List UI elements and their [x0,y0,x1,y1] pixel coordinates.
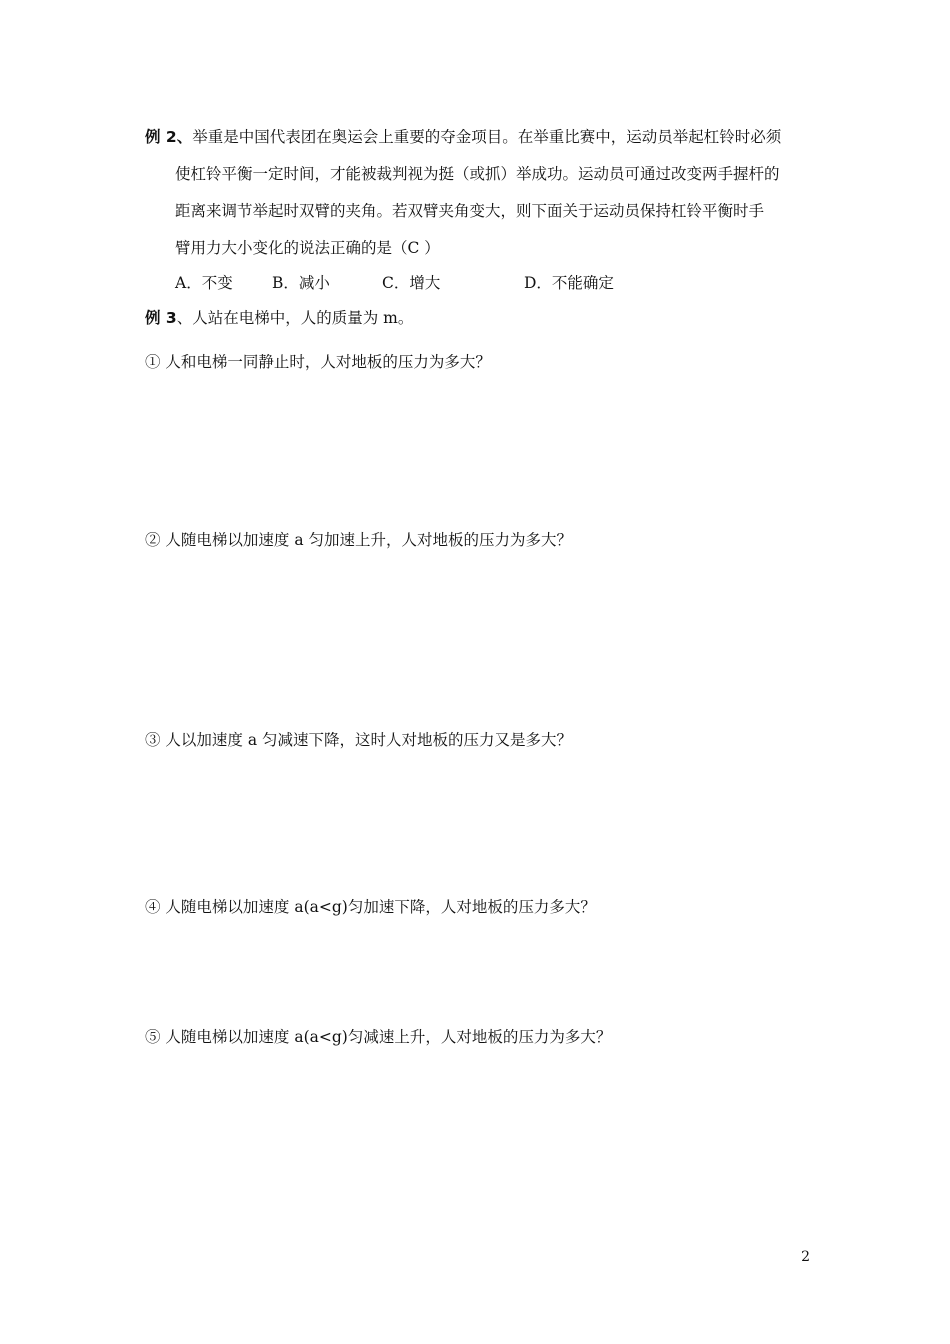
question-2: ② 人随电梯以加速度 a 匀加速上升，人对地板的压力为多大？ [145,531,573,549]
example2-option-c: C．增大 [382,274,441,292]
example3-intro-line [145,307,413,329]
example2-option-d: D．不能确定 [524,274,614,292]
example2-sep: 、 [176,128,193,146]
page-number: 2 [801,1249,810,1265]
question-3: ③ 人以加速度 a 匀减速下降，这时人对地板的压力又是多大？ [145,731,573,749]
example3-label: 例 3 [145,309,177,327]
example3-intro: 、人站在电梯中，人的质量为 m。 [176,309,414,327]
example2-text-line-4: 臂用力大小变化的说法正确的是（C ） [175,239,440,257]
example2-first-line [145,126,781,148]
question-5: ⑤ 人随电梯以加速度 a(a<g)匀减速上升，人对地板的压力为多大？ [145,1028,612,1046]
question-1: ① 人和电梯一同静止时，人对地板的压力为多大？ [145,353,491,371]
question-4: ④ 人随电梯以加速度 a(a<g)匀加速下降，人对地板的压力多大？ [145,898,596,916]
example2-option-a: A．不变 [175,274,233,292]
example2-text-line-1: 举重是中国代表团在奥运会上重要的夺金项目。在举重比赛中，运动员举起杠铃时必须 [192,128,782,146]
example2-text-line-2: 使杠铃平衡一定时间，才能被裁判视为挺（或抓）举成功。运动员可通过改变两手握杆的 [175,165,780,183]
example2-label: 例 2 [145,128,177,146]
example2-text-line-3: 距离来调节举起时双臂的夹角。若双臂夹角变大，则下面关于运动员保持杠铃平衡时手 [175,202,765,220]
example2-option-b: B．减小 [272,274,330,292]
